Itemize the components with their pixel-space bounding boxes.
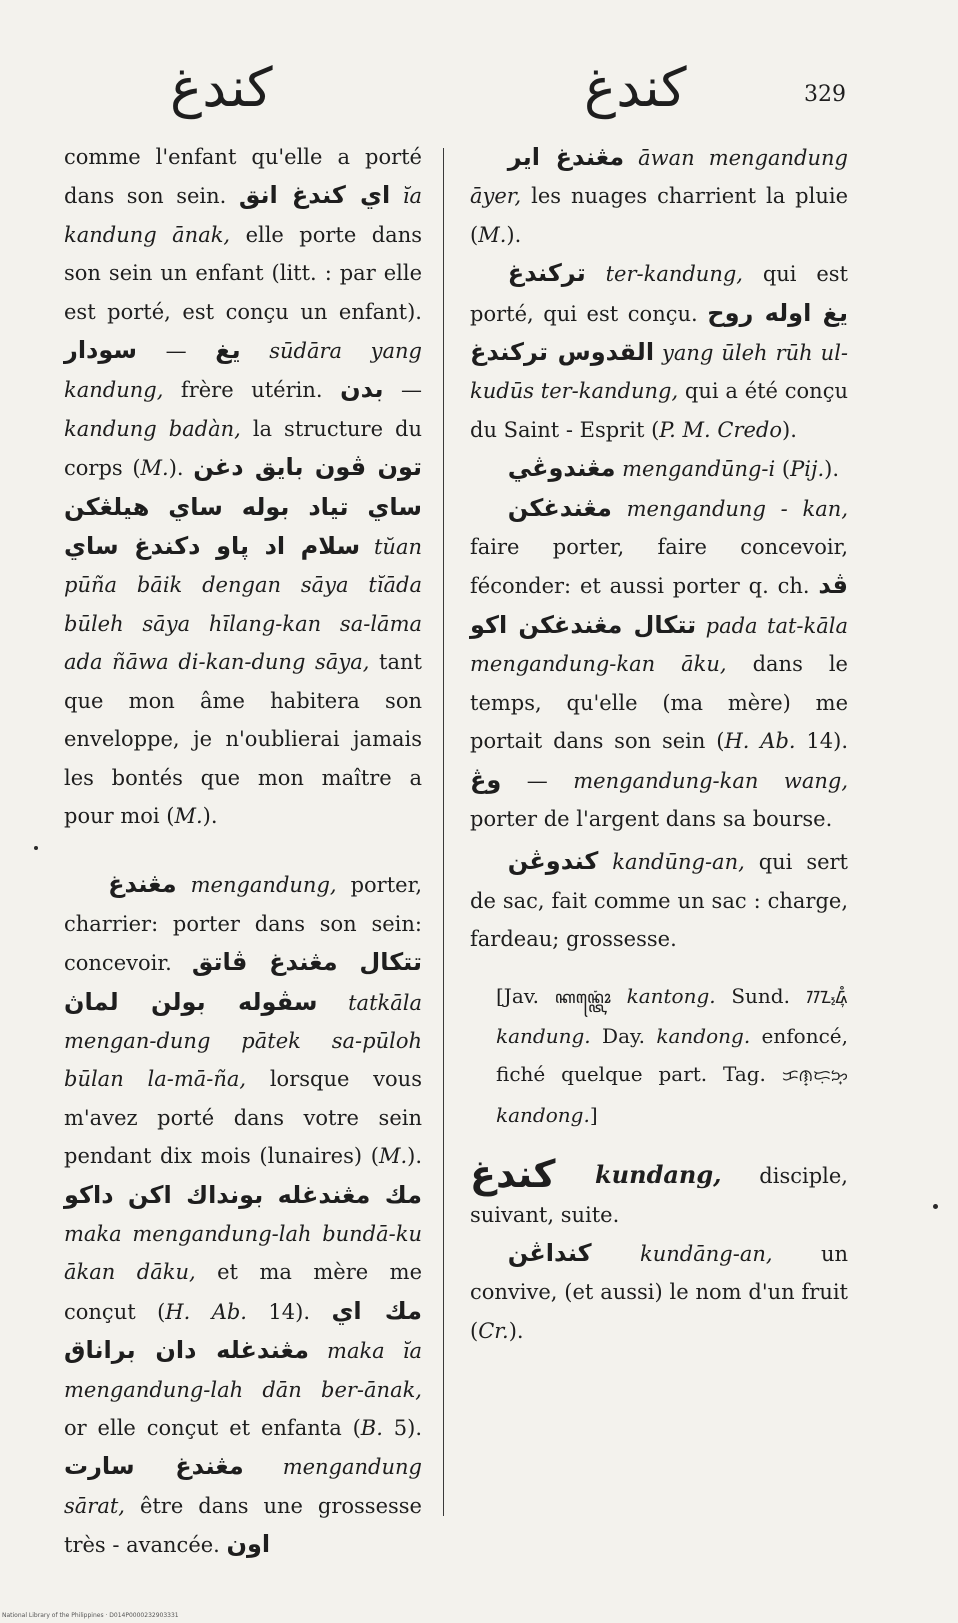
page-number: 329 xyxy=(804,82,846,107)
entry-mengandung: مڠندغ mengandung, porter, charrier: porter dans son sein: concevoir. تتكال مڠندغ ڤاتق سڤوله بولن لماڽ tatkāla mengan-dung pātek sa-pūloh būlan la-mā-ña, lorsque vous m'avez porté dans votre sein pendant dix mois (lunaires) (M.). مك مڠندغله بونداك اكن داكو maka mengandung-lah bundā-ku ākan dāku, et ma mère me conçut (H. Ab. 14). مك اي مڠندغله دان براناق maka ĭa mengandung-lah dān ber-ānak, or elle conçut et enfanta (B. 5). مڠندغ سارت mengandung sārat, être dans une grossesse très - avancée. اون xyxy=(64,870,422,1559)
source-reference: H. Ab. xyxy=(724,729,796,754)
javanese-script: ꦏꦤ꧀ꦠꦺꦴꦁ xyxy=(554,987,611,1008)
arabic-text: سودار xyxy=(64,336,138,365)
tagalog-script: ᜃᜈ᜔ᜇᜓᜅ᜔ xyxy=(781,1066,848,1087)
transliteration: mengandung sārat, xyxy=(64,1455,422,1518)
arabic-text: مڠندغكن xyxy=(507,493,612,522)
sundanese-script: ᮊᮔ᮪ᮓᮥᮀ xyxy=(805,987,849,1008)
arabic-text: يغ xyxy=(215,336,241,365)
left-running-headword: كندغ xyxy=(170,56,273,119)
transliteration: mengandūng-i xyxy=(615,457,776,482)
column-divider xyxy=(443,148,444,1516)
scan-footer: National Library of the Philippines · D014P0000232903331 xyxy=(2,1612,179,1619)
arabic-text: مك مڠندغله بونداك اكن داكو xyxy=(64,1180,422,1209)
headword-transliteration: kundang, xyxy=(555,1160,722,1190)
source-reference: M. xyxy=(140,456,169,481)
transliteration: kantong. xyxy=(610,983,716,1008)
source-reference: H. Ab. xyxy=(165,1299,247,1324)
source-reference: M. xyxy=(478,222,507,247)
transliteration: mengandung, xyxy=(176,873,337,898)
entry-ter-kandung: تركندغ ter-kandung, qui est porté, qui est conçu. يغ اوله روح القدوس تركندغ yang ūleh rūh ul-kudūs ter-kandung, qui a été conçu du Saint - Esprit (P. M. Credo). xyxy=(470,259,849,442)
arabic-text: ڤد تتكال مڠندغكن اكو xyxy=(470,571,848,639)
arabic-headword: كندغ xyxy=(470,1152,556,1197)
transliteration: yang ūleh rūh ul-kudūs ter-kandung, xyxy=(470,341,849,404)
arabic-text: وڠ xyxy=(470,765,502,794)
right-column xyxy=(470,138,848,1350)
example-awan: مڠندغ اير āwan mengandung āyer, les nuages charrient la pluie (M.). xyxy=(470,143,848,247)
transliteration: kandong. xyxy=(496,1102,590,1127)
transliteration: kandung. xyxy=(496,1023,591,1048)
source-reference: M. xyxy=(378,1144,408,1169)
arabic-text: مڠندغ xyxy=(108,870,177,899)
arabic-text: مڠندغ اير xyxy=(507,143,625,171)
entry-kundang: كندغ kundang, disciple, suivant, suite. xyxy=(470,1152,848,1227)
scan-speck xyxy=(933,1204,938,1209)
entry-continuation: comme l'enfant qu'elle a porté dans son sein. اي كندغ انق ĭa kandung ānak, elle porte dans son sein un enfant (litt. : par elle est porté, est conçu un enfant). سودار — يغ sūdāra yang kandung, frère utérin. بدن — kandung badàn, la structure du corps (M.). تون ڤون بايق دغن ساي تياد بوله ساي هيلڠكن سلام اد ڽاو دكندغ ساي tŭan pūña bāik dengan sāya tĭāda būleh sāya hīlang-kan sa-lāma ada ñāwa di-kan-dung sāya, tant que mon âme habitera son enveloppe, je n'oublierai jamais les bontés que mon maître a pour moi (M.). xyxy=(64,145,423,828)
transliteration: mengandung-kan wang, xyxy=(573,768,849,793)
scan-speck xyxy=(34,846,38,850)
transliteration: kandung badàn, xyxy=(64,416,241,441)
transliteration: ĭa kandung ānak, xyxy=(64,184,422,247)
source-reference: M. xyxy=(174,803,203,828)
left-column xyxy=(64,138,422,1565)
source-reference: Pij. xyxy=(790,457,825,482)
transliteration: maka mengandung-lah bundā-ku ākan dāku, xyxy=(64,1221,422,1285)
arabic-text: اي كندغ انق xyxy=(238,181,391,210)
transliteration: ter-kandung, xyxy=(585,262,743,287)
arabic-text: اون xyxy=(226,1530,271,1559)
arabic-text: مڠندغ سارت xyxy=(64,1452,244,1481)
source-reference: P. M. Credo xyxy=(659,417,782,442)
arabic-text: مك اي مڠندغله دان براناق xyxy=(64,1296,422,1365)
entry-mengandung-kan: مڠندغكن mengandung - kan, faire porter, faire concevoir, féconder: et aussi porter q. ch. ڤد تتكال مڠندغكن اكو pada tat-kāla mengandung-kan āku, dans le temps, qu'elle (ma mère) me portait dans son sein (H. Ab. 14). وڠ — mengandung-kan wang, porter de l'argent dans sa bourse. xyxy=(470,493,849,831)
transliteration: mengandung - kan, xyxy=(611,496,848,521)
entry-kandung-an: كندوڠن kandūng-an, qui sert de sac, fait comme un sac : charge, fardeau; grossesse. xyxy=(470,847,848,952)
transliteration: āwan mengandung āyer, xyxy=(470,146,848,209)
entry-mengandung-i: مڠندوڠي mengandūng-i (Pij.). xyxy=(507,454,840,483)
right-running-headword: كندغ xyxy=(584,56,687,119)
transliteration: pada tat-kāla mengandung-kan āku, xyxy=(470,613,848,677)
entry-kundang-an: كنداڠن kundāng-an, un convive, (et aussi) le nom d'un fruit (Cr.). xyxy=(470,1238,848,1343)
source-reference: Cr. xyxy=(478,1318,509,1343)
transliteration: tŭan pūña bāik dengan sāya tĭāda būleh sāya hīlang-kan sa-lāma ada ñāwa di-kan-dung sāya, xyxy=(64,535,423,675)
etymology-note: [Jav. ꦏꦤ꧀ꦠꦺꦴꦁ kantong. Sund. ᮊᮔ᮪ᮓᮥᮀ kandung. Day. kandong. enfoncé, fiché quelque part. Tag. ᜃᜈ᜔ᜇᜓᜅ᜔ kandong.] xyxy=(496,983,849,1127)
arabic-text: مڠندوڠي xyxy=(507,454,616,483)
transliteration: kundāng-an, xyxy=(591,1241,773,1266)
arabic-text: كندوڠن xyxy=(507,847,599,876)
source-reference: B. xyxy=(360,1416,383,1440)
transliteration: sūdāra yang kandung, xyxy=(64,339,422,403)
transliteration: kandūng-an, xyxy=(598,850,745,875)
arabic-text: يغ اوله روح القدوس تركندغ xyxy=(470,298,849,367)
transliteration: maka ĭa mengandung-lah dān ber-ānak, xyxy=(64,1339,422,1402)
transliteration: tatkāla mengan-dung pātek sa-pūloh būlan la-mā-ña, xyxy=(64,990,422,1092)
arabic-text: تون ڤون بايق دغن ساي تياد بوله ساي هيلڠكن سلام اد ڽاو دكندغ ساي xyxy=(64,453,423,561)
transliteration: kandong. xyxy=(656,1023,751,1048)
arabic-text: تركندغ xyxy=(507,259,586,288)
arabic-text: تتكال مڠندغ ڤاتق سڤوله بولن لماڽ xyxy=(64,948,422,1016)
arabic-text: كنداڠن xyxy=(507,1238,592,1267)
arabic-text: بدن xyxy=(340,375,384,404)
